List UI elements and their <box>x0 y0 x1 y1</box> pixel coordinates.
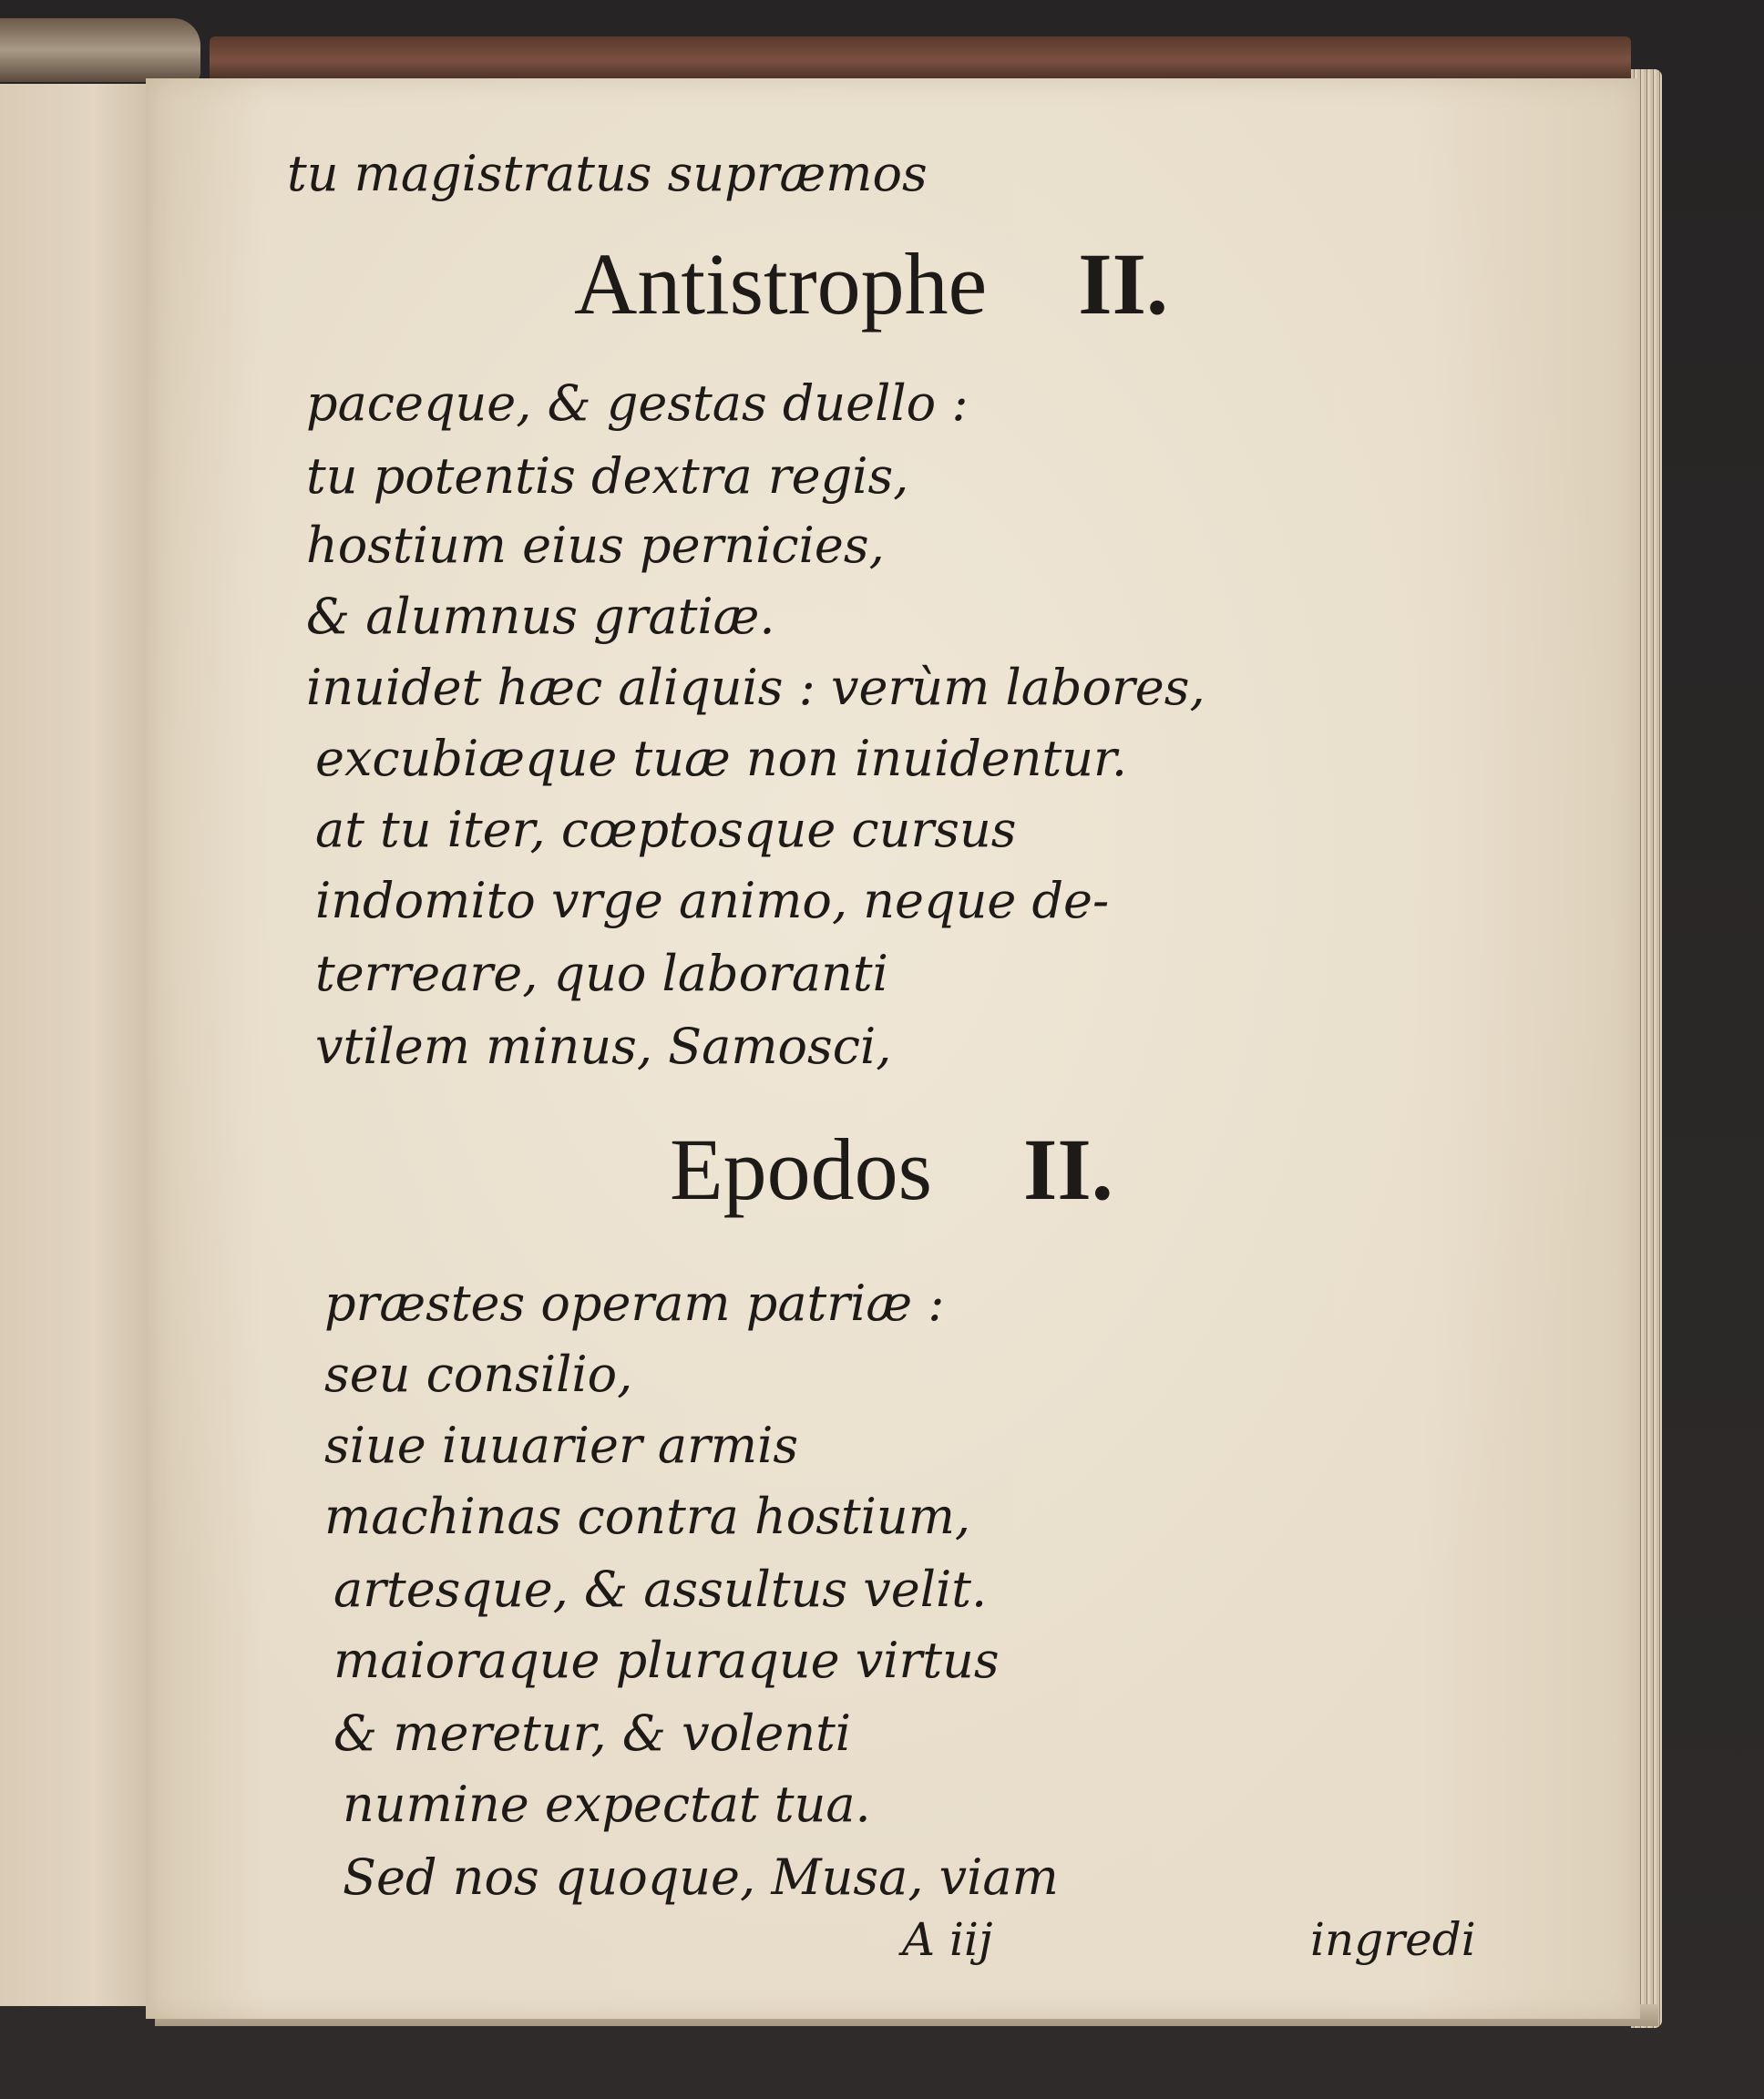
verse-line: & alumnus gratiæ. <box>306 588 775 645</box>
first-line: tu magistratus supræmos <box>287 145 928 202</box>
heading-antistrophe-number: II. <box>1078 235 1168 333</box>
heading-epodos-number: II. <box>1023 1121 1113 1218</box>
heading-antistrophe <box>574 235 1168 333</box>
verse-line: maioraque pluraque virtus <box>333 1632 1000 1689</box>
book-page <box>146 78 1640 2019</box>
heading-epodos-title: Epodos <box>670 1121 932 1218</box>
verse-line: machinas contra hostium, <box>324 1488 971 1545</box>
signature-mark: A iij <box>902 1913 993 1966</box>
heading-antistrophe-title: Antistrophe <box>574 235 988 333</box>
heading-epodos <box>670 1121 1113 1218</box>
verse-line: hostium eius pernicies, <box>306 517 885 574</box>
verse-line: vtilem minus, Samosci, <box>315 1018 892 1075</box>
verse-line: numine expectat tua. <box>343 1776 871 1833</box>
left-page <box>0 84 159 2006</box>
verse-line: siue iuuarier armis <box>324 1417 799 1474</box>
verse-line: seu consilio, <box>324 1346 633 1403</box>
verse-line: & meretur, & volenti <box>333 1705 852 1762</box>
book-binding <box>210 36 1631 80</box>
verse-line: artesque, & assultus velit. <box>333 1561 988 1618</box>
catchword: ingredi <box>1310 1913 1476 1966</box>
verse-line: tu potentis dextra regis, <box>306 447 909 505</box>
verse-line: paceque, & gestas duello : <box>306 374 969 432</box>
verse-line: indomito vrge animo, neque de- <box>315 872 1110 929</box>
verse-line: terreare, quo laboranti <box>315 945 888 1002</box>
verse-line: inuidet hæc aliquis : verùm labores, <box>306 659 1205 716</box>
verse-line: excubiæque tuæ non inuidentur. <box>315 730 1128 787</box>
verse-line: at tu iter, cœptosque cursus <box>315 801 1017 858</box>
verse-line: Sed nos quoque, Musa, viam <box>343 1848 1059 1906</box>
binding-clasp <box>0 18 200 82</box>
verse-line: præstes operam patriæ : <box>324 1275 945 1332</box>
